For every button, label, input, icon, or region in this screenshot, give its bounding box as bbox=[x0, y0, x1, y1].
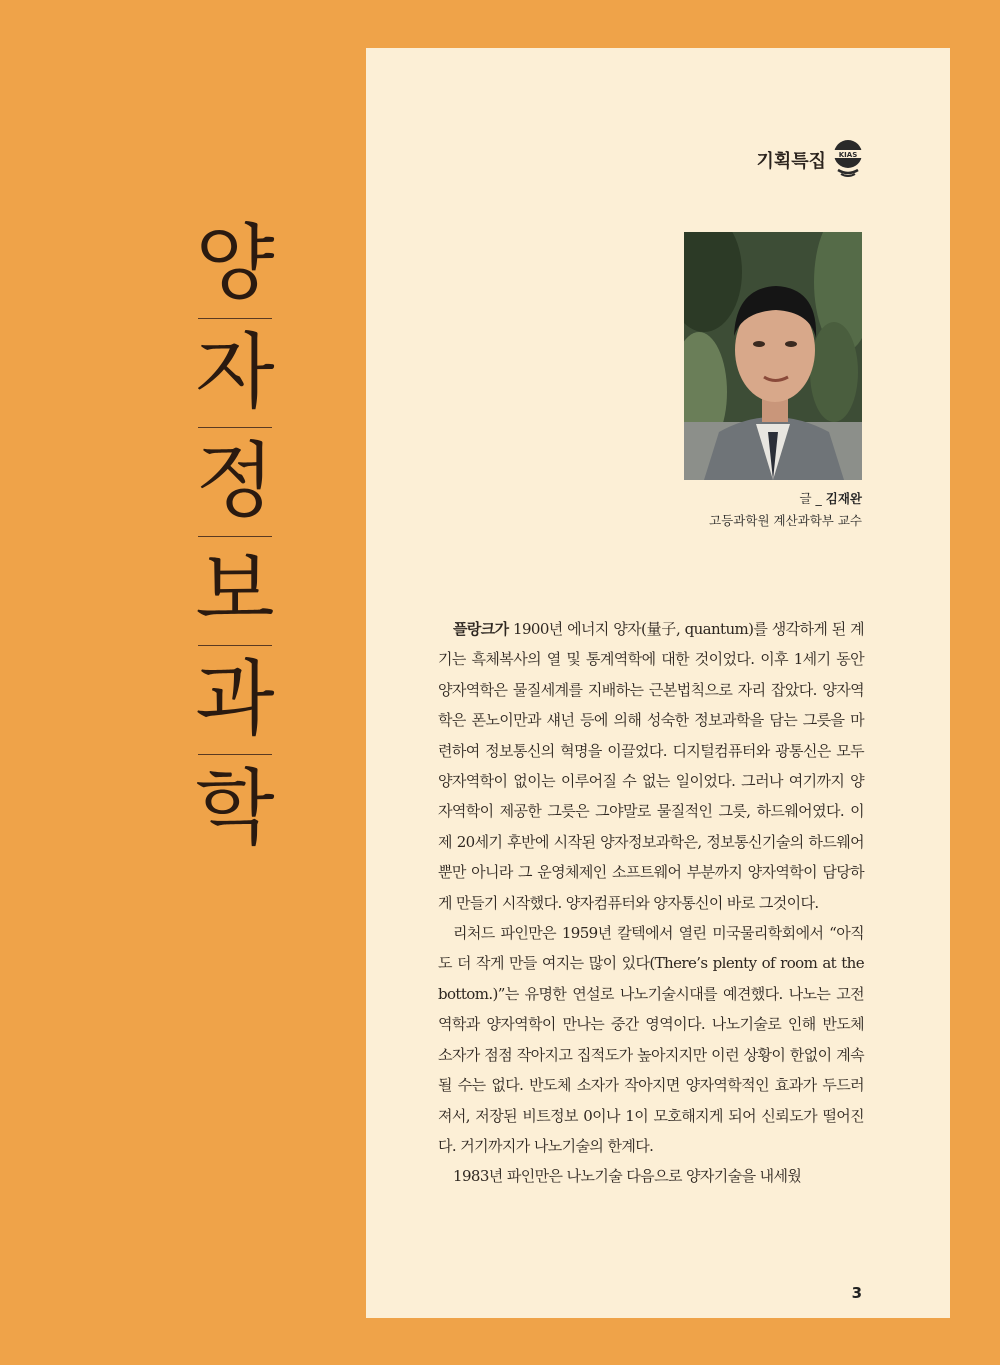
title-char: 정 bbox=[195, 434, 275, 529]
paragraph-text: 리처드 파인만은 1959년 칼텍에서 열린 미국물리학회에서 “아직도 더 작게 만들 여지는 많이 있다(There’s plenty of room at the bottom.)”는 유명한 연설로 나노기술시대를 예견했다. 나노는 고전역학과 양자역학이 만나는 중간 영역이다. 나노기술로 인해 반도체 소자가 점점 작아지고 집적도가 높아지지만 이런 상황이 한없이 계속될 수는 없다. 반도체 소자가 작아지면 양자역학적인 효과가 두드러져서, 저장된 비트정보 0이나 1이 모호해지게 되어 신뢰도가 떨어진다. 거기까지가 나노기술의 한계다. bbox=[438, 924, 864, 1155]
section-label: 기획특집 bbox=[756, 151, 826, 172]
title-char: 과 bbox=[195, 652, 275, 747]
article-panel bbox=[366, 48, 950, 1318]
paragraph-text: 1983년 파인만은 나노기술 다음으로 양자기술을 내세웠 bbox=[453, 1167, 802, 1186]
title-char: 보 bbox=[195, 543, 275, 638]
byline-author-line bbox=[709, 488, 862, 510]
body-paragraph bbox=[438, 614, 864, 918]
title-char: 양 bbox=[195, 216, 275, 311]
vertical-title bbox=[180, 210, 290, 863]
title-char: 학 bbox=[195, 761, 275, 856]
svg-text:KIAS: KIAS bbox=[838, 151, 858, 159]
author-affiliation: 고등과학원 계산과학부 교수 bbox=[709, 513, 862, 528]
author-portrait-photo bbox=[684, 232, 862, 480]
kias-logo-icon bbox=[832, 138, 864, 178]
page-number: 3 bbox=[851, 1284, 862, 1302]
body-paragraph bbox=[438, 918, 864, 1161]
title-char: 자 bbox=[195, 325, 275, 420]
byline bbox=[709, 488, 862, 532]
paragraph-text: 1900년 에너지 양자(量子, quantum)를 생각하게 된 계기는 흑체복사의 열 및 통계역학에 대한 것이었다. 이후 1세기 동안 양자역학은 물질세계를 지배하는 근본법칙으로 자리 잡았다. 양자역학은 폰노이만과 섀넌 등에 의해 성숙한 정보과학을 담는 그릇을 마련하여 정보통신의 혁명을 이끌었다. 디지털컴퓨터와 광통신은 모두 양자역학이 없이는 이루어질 수 없는 일이었다. 그러나 여기까지 양자역학이 제공한 그릇은 그야말로 물질적인 그릇, 하드웨어였다. 이제 20세기 후반에 시작된 양자정보과학은, 정보통신기술의 하드웨어뿐만 아니라 그 운영체제인 소프트웨어 부분까지 양자역학이 담당하게 만들기 시작했다. 양자컴퓨터와 양자통신이 바로 그것이다. bbox=[438, 620, 864, 912]
lead-word: 플랑크가 bbox=[453, 620, 509, 638]
author-name: 김재완 bbox=[825, 491, 862, 506]
byline-prefix: 글 _ bbox=[799, 491, 822, 506]
article-body bbox=[438, 614, 864, 1192]
body-paragraph bbox=[438, 1161, 864, 1191]
